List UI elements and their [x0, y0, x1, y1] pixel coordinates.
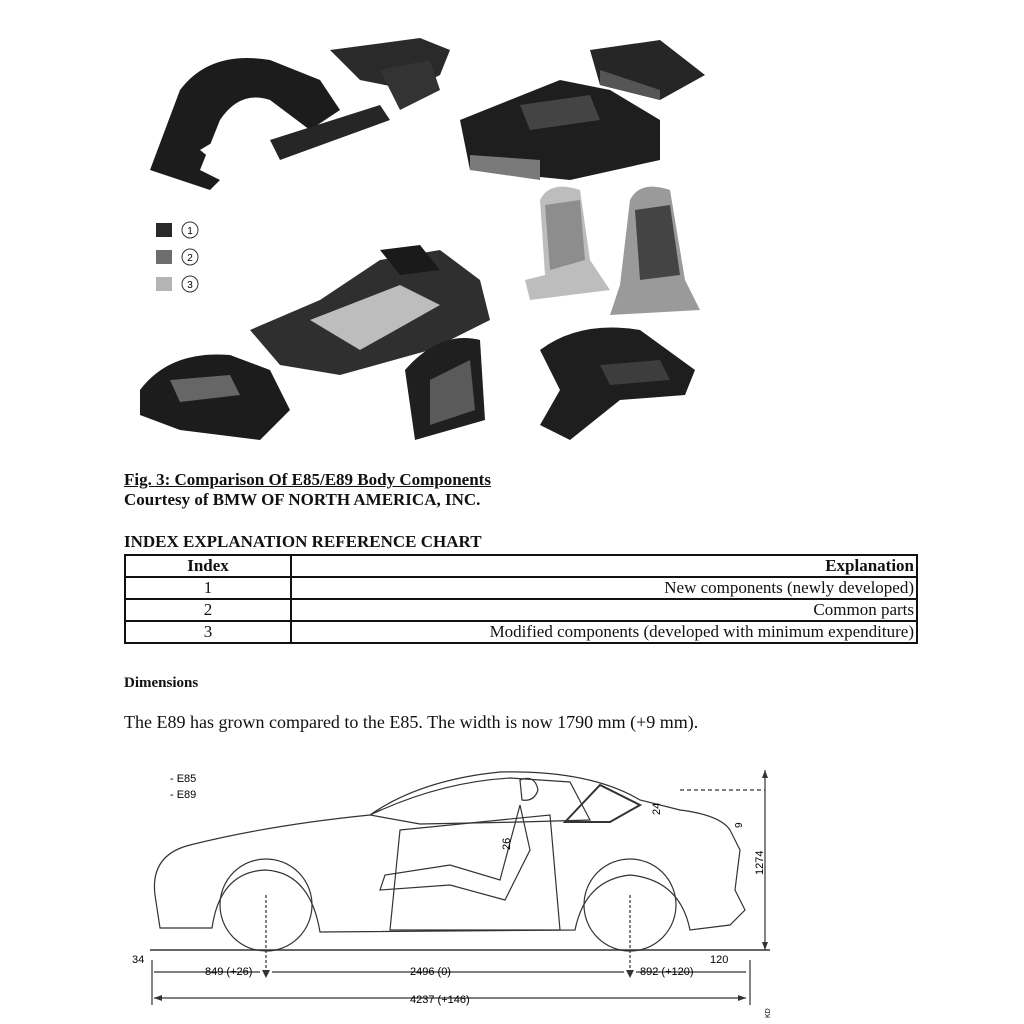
- figure-credit: Courtesy of BMW OF NORTH AMERICA, INC.: [124, 490, 481, 509]
- front-end-part: [140, 354, 290, 440]
- dimensions-heading: Dimensions: [124, 675, 199, 691]
- table-row: [125, 621, 917, 643]
- trunk-delta-label: 9: [734, 822, 745, 828]
- body-components-illustration: [140, 30, 720, 460]
- table-row: [125, 599, 917, 621]
- legend-swatch-2: [156, 250, 172, 264]
- car-body-outline: [154, 772, 745, 932]
- car-dimensions-diagram: [120, 760, 780, 1020]
- header-explanation: Explanation: [291, 555, 917, 577]
- front-offset-label: 34: [132, 954, 145, 966]
- legend-number-3: 3: [187, 280, 193, 291]
- corner-mark: KD: [765, 1008, 772, 1018]
- overall-length-label: 4237 (+146): [410, 994, 470, 1006]
- seats-part: [525, 187, 700, 315]
- index-explanation-table: [124, 554, 918, 644]
- header-index: Index: [125, 555, 291, 577]
- legend-swatch-3: [156, 277, 172, 291]
- roof-delta-label: 24: [651, 802, 663, 815]
- rear-overhang-label: 892 (+120): [640, 966, 694, 978]
- seat-delta-label: 26: [501, 837, 513, 850]
- rear-offset-label: 120: [710, 954, 729, 966]
- row-index: 2: [125, 599, 291, 621]
- legend-e85: - E85: [170, 773, 197, 785]
- rear-body-part: [460, 80, 660, 180]
- legend-e89: - E89: [170, 789, 197, 801]
- table-header-row: [125, 555, 917, 577]
- row-explanation: Common parts: [291, 599, 917, 621]
- index-chart-title: INDEX EXPLANATION REFERENCE CHART: [124, 532, 482, 551]
- row-explanation: New components (newly developed): [291, 577, 917, 599]
- legend-swatch-1: [156, 223, 172, 237]
- dimensions-text: The E89 has grown compared to the E85. The width is now 1790 mm (+9 mm).: [124, 712, 699, 732]
- height-label: 1274: [754, 850, 766, 875]
- roof-panel-part: [330, 38, 450, 110]
- row-explanation: Modified components (developed with minimum expenditure): [291, 621, 917, 643]
- table-row: [125, 577, 917, 599]
- row-index: 3: [125, 621, 291, 643]
- color-legend: [156, 222, 198, 292]
- figure-caption: Fig. 3: Comparison Of E85/E89 Body Components: [124, 470, 491, 489]
- dashboard-part: [540, 328, 695, 441]
- side-frame-part: [150, 58, 390, 190]
- row-index: 1: [125, 577, 291, 599]
- legend-number-1: 1: [187, 226, 193, 237]
- legend-number-2: 2: [187, 253, 193, 264]
- wheelbase-label: 2496 (0): [410, 966, 451, 978]
- front-overhang-label: 849 (+26): [205, 966, 253, 978]
